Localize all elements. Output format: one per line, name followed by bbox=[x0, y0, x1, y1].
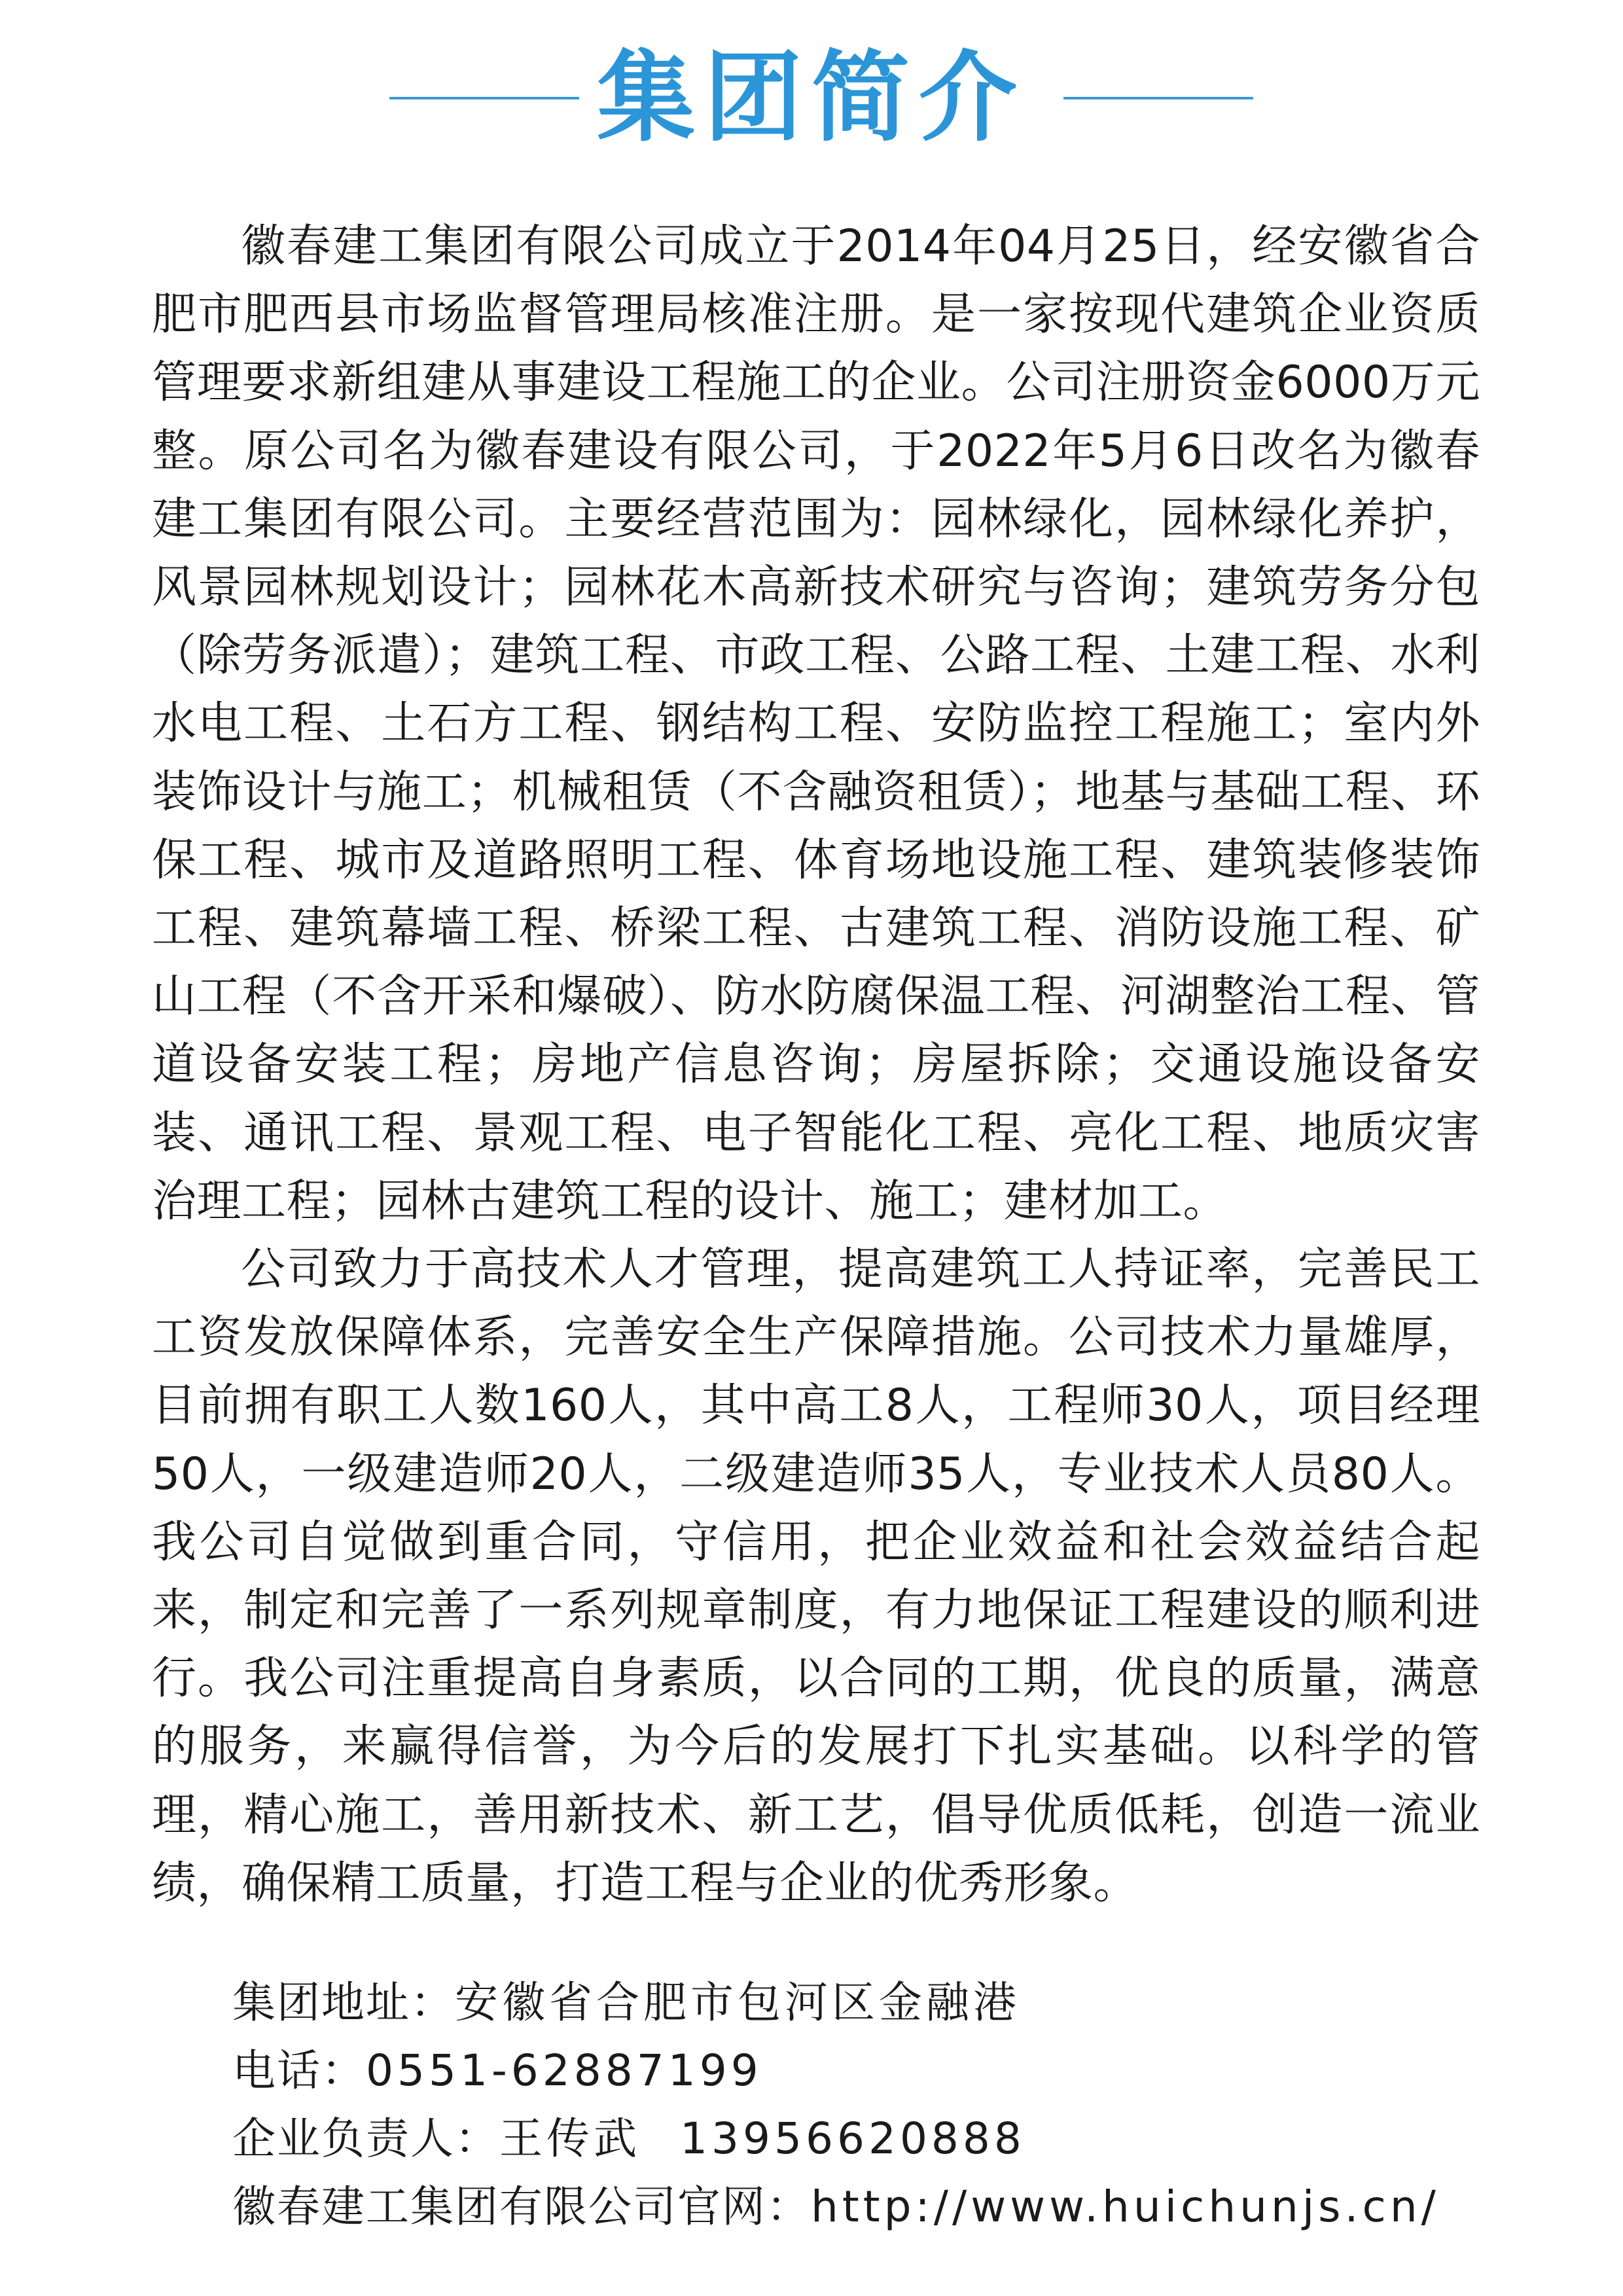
person-line bbox=[232, 2105, 1515, 2173]
phone-label: 电话： bbox=[232, 2045, 366, 2096]
contact-block bbox=[232, 1969, 1515, 2241]
page-title: 集团简介 bbox=[596, 41, 1026, 155]
person-name: 王传武 bbox=[499, 2113, 641, 2164]
phone-value: 0551-62887199 bbox=[366, 2045, 762, 2096]
person-label: 企业负责人： bbox=[232, 2113, 499, 2164]
website-line bbox=[232, 2173, 1515, 2241]
website-link[interactable]: http://www.huichunjs.cn/ bbox=[811, 2181, 1440, 2232]
address-value: 安徽省合肥市包河区金融港 bbox=[455, 1977, 1020, 2028]
page-header bbox=[0, 39, 1623, 157]
title-decoration-line-right bbox=[1063, 97, 1253, 99]
website-label: 徽春建工集团有限公司官网： bbox=[232, 2181, 811, 2232]
intro-paragraph-2: 公司致力于高技术人才管理，提高建筑工人持证率，完善民工工资发放保障体系，完善安全生产保障措施。公司技术力量雄厚，目前拥有职工人数160人，其中高工8人，工程师30人，项目经理50人，一级建造师20人，二级建造师35人，专业技术人员80人。我公司自觉做到重合同，守信用，把企业效益和社会效益结合起来，制定和完善了一系列规章制度，有力地保证工程建设的顺利进行。我公司注重提高自身素质，以合同的工期，优良的质量，满意的服务，来赢得信誉，为今后的发展打下扎实基础。以科学的管理，精心施工，善用新技术、新工艺，倡导优质低耗，创造一流业绩，确保精工质量，打造工程与企业的优秀形象。 bbox=[152, 1244, 1480, 1909]
company-introduction bbox=[152, 213, 1480, 1918]
phone-line bbox=[232, 2037, 1515, 2105]
intro-paragraph-1: 徽春建工集团有限公司成立于2014年04月25日，经安徽省合肥市肥西县市场监督管理局核准注册。是一家按现代建筑企业资质管理要求新组建从事建设工程施工的企业。公司注册资金6000万元整。原公司名为徽春建设有限公司，于2022年5月6日改名为徽春建工集团有限公司。主要经营范围为：园林绿化，园林绿化养护，风景园林规划设计；园林花木高新技术研究与咨询；建筑劳务分包（除劳务派遣）；建筑工程、市政工程、公路工程、土建工程、水利水电工程、土石方工程、钢结构工程、安防监控工程施工；室内外装饰设计与施工；机械租赁（不含融资租赁）；地基与基础工程、环保工程、城市及道路照明工程、体育场地设施工程、建筑装修装饰工程、建筑幕墙工程、桥梁工程、古建筑工程、消防设施工程、矿山工程（不含开采和爆破）、防水防腐保温工程、河湖整治工程、管道设备安装工程；房地产信息咨询；房屋拆除；交通设施设备安装、通讯工程、景观工程、电子智能化工程、亮化工程、地质灾害治理工程；园林古建筑工程的设计、施工；建材加工。 bbox=[152, 221, 1480, 1227]
address-line bbox=[232, 1969, 1515, 2037]
address-label: 集团地址： bbox=[232, 1977, 455, 2028]
person-phone: 13956620888 bbox=[680, 2113, 1026, 2164]
